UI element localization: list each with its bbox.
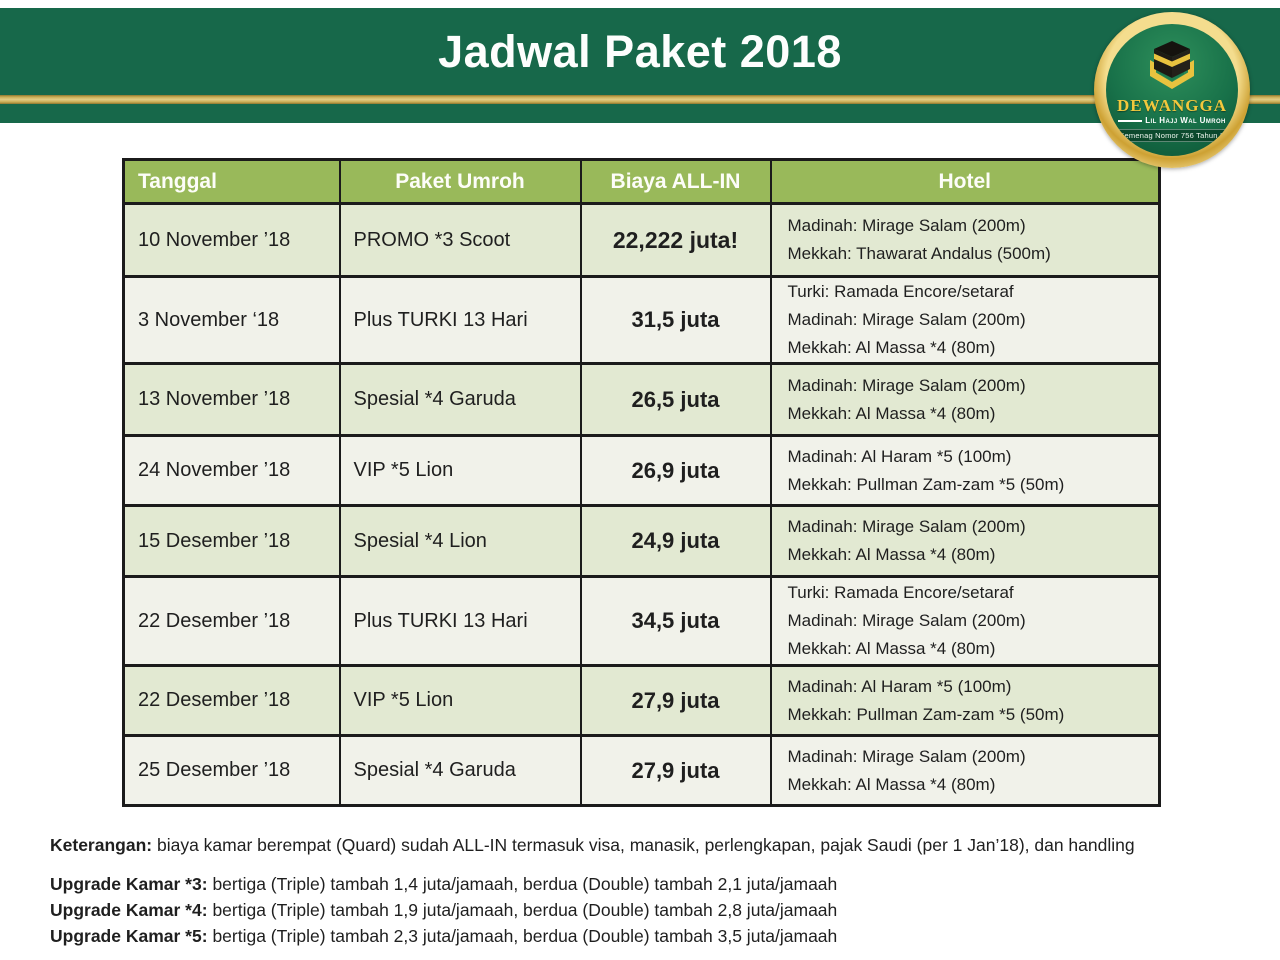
cell-paket: VIP *5 Lion <box>340 436 581 506</box>
hotel-line: Madinah: Al Haram *5 (100m) <box>787 676 1012 696</box>
tagline-dash <box>1118 120 1142 122</box>
cell-tanggal: 25 Desember ’18 <box>124 736 340 806</box>
cell-biaya: 27,9 juta <box>581 666 771 736</box>
table-row <box>124 736 1160 806</box>
cell-paket: Spesial *4 Garuda <box>340 736 581 806</box>
cell-hotel <box>771 277 1160 364</box>
cell-tanggal: 22 Desember ’18 <box>124 666 340 736</box>
hotel-line: Turki: Ramada Encore/setaraf <box>787 282 1014 301</box>
cell-tanggal: 3 November ‘18 <box>124 277 340 364</box>
header-banner <box>0 8 1280 123</box>
col-header-paket-umroh: Paket Umroh <box>340 160 581 204</box>
cell-paket: VIP *5 Lion <box>340 666 581 736</box>
title-area <box>0 8 1280 95</box>
hotel-line: Mekkah: Thawarat Andalus (500m) <box>787 244 1051 263</box>
hotel-line: Turki: Ramada Encore/setaraf <box>787 583 1014 602</box>
cell-hotel <box>771 666 1160 736</box>
cell-biaya: 26,9 juta <box>581 436 771 506</box>
table-row <box>124 364 1160 436</box>
cell-biaya: 27,9 juta <box>581 736 771 806</box>
upgrade-text: bertiga (Triple) tambah 1,9 juta/jamaah, berdua (Double) tambah 2,8 juta/jamaah <box>212 900 838 920</box>
cell-tanggal: 10 November ’18 <box>124 204 340 277</box>
gold-stripe <box>0 95 1280 104</box>
logo-inner-disc <box>1106 24 1238 156</box>
keterangan-label: Keterangan: <box>50 835 153 855</box>
keterangan-note <box>50 833 1240 857</box>
table-row <box>124 577 1160 666</box>
table-row <box>124 204 1160 277</box>
logo-tagline <box>1118 116 1226 125</box>
hotel-line: Mekkah: Al Massa *4 (80m) <box>787 545 996 564</box>
cell-hotel <box>771 736 1160 806</box>
hotel-line: Madinah: Mirage Salam (200m) <box>787 611 1026 630</box>
upgrade-label: Upgrade Kamar *5: <box>50 926 208 946</box>
col-header-biaya-all-in: Biaya ALL-IN <box>581 160 771 204</box>
keterangan-text: biaya kamar berempat (Quard) sudah ALL-IN termasuk visa, manasik, perlengkapan, pajak Saudi (per 1 Jan’18), dan handling <box>156 835 1135 855</box>
cell-biaya: 22,222 juta! <box>581 204 771 277</box>
table-row <box>124 436 1160 506</box>
hotel-line: Mekkah: Al Massa *4 (80m) <box>787 639 996 658</box>
upgrade-label: Upgrade Kamar *3: <box>50 874 208 894</box>
cell-biaya: 26,5 juta <box>581 364 771 436</box>
hotel-line: Mekkah: Al Massa *4 (80m) <box>787 403 996 423</box>
hotel-line: Madinah: Mirage Salam (200m) <box>787 310 1026 329</box>
upgrade-note-star3 <box>50 871 1240 897</box>
upgrade-note-star4 <box>50 897 1240 923</box>
cell-paket: Spesial *4 Lion <box>340 506 581 577</box>
col-header-hotel: Hotel <box>771 160 1160 204</box>
cell-hotel <box>771 506 1160 577</box>
cell-paket: PROMO *3 Scoot <box>340 204 581 277</box>
cell-biaya: 31,5 juta <box>581 277 771 364</box>
cell-paket: Plus TURKI 13 Hari <box>340 577 581 666</box>
hotel-line: Madinah: Mirage Salam (200m) <box>787 216 1026 235</box>
hotel-line: Mekkah: Pullman Zam-zam *5 (50m) <box>787 704 1065 724</box>
logo-brand-text: DEWANGGA <box>1116 96 1227 115</box>
logo-tagline-text: Lil Hajj Wal Umroh <box>1145 116 1226 125</box>
hotel-line: Mekkah: Al Massa *4 (80m) <box>787 774 996 794</box>
hotel-line: Madinah: Mirage Salam (200m) <box>787 517 1026 536</box>
cell-paket: Plus TURKI 13 Hari <box>340 277 581 364</box>
brand-logo <box>1094 12 1250 168</box>
upgrade-label: Upgrade Kamar *4: <box>50 900 208 920</box>
table-header-row <box>124 160 1160 204</box>
cell-paket: Spesial *4 Garuda <box>340 364 581 436</box>
cell-tanggal: 24 November ’18 <box>124 436 340 506</box>
upgrade-text: bertiga (Triple) tambah 1,4 juta/jamaah, berdua (Double) tambah 2,1 juta/jamaah <box>212 874 838 894</box>
cell-hotel <box>771 436 1160 506</box>
cell-hotel <box>771 364 1160 436</box>
table-row <box>124 277 1160 364</box>
cell-tanggal: 15 Desember ’18 <box>124 506 340 577</box>
col-header-tanggal: Tanggal <box>124 160 340 204</box>
table-row <box>124 506 1160 577</box>
page-title: Jadwal Paket 2018 <box>438 25 842 77</box>
hotel-line: Madinah: Al Haram *5 (100m) <box>787 446 1012 466</box>
cell-biaya: 34,5 juta <box>581 577 771 666</box>
hotel-line: Madinah: Mirage Salam (200m) <box>787 375 1026 395</box>
logo-license-text: Ijin Kemenag Nomor 756 Tahun 2016 <box>1106 129 1238 142</box>
upgrade-note-star5 <box>50 923 1240 949</box>
cell-tanggal: 22 Desember ’18 <box>124 577 340 666</box>
upgrade-notes <box>50 871 1240 949</box>
cell-hotel <box>771 204 1160 277</box>
cell-biaya: 24,9 juta <box>581 506 771 577</box>
cell-hotel <box>771 577 1160 666</box>
upgrade-text: bertiga (Triple) tambah 2,3 juta/jamaah, berdua (Double) tambah 3,5 juta/jamaah <box>212 926 838 946</box>
hotel-line: Mekkah: Al Massa *4 (80m) <box>787 338 996 357</box>
hotel-line: Madinah: Mirage Salam (200m) <box>787 746 1026 766</box>
package-schedule-table <box>122 158 1161 807</box>
hotel-line: Mekkah: Pullman Zam-zam *5 (50m) <box>787 474 1065 494</box>
table-row <box>124 666 1160 736</box>
cell-tanggal: 13 November ’18 <box>124 364 340 436</box>
kaaba-icon <box>1143 38 1201 96</box>
